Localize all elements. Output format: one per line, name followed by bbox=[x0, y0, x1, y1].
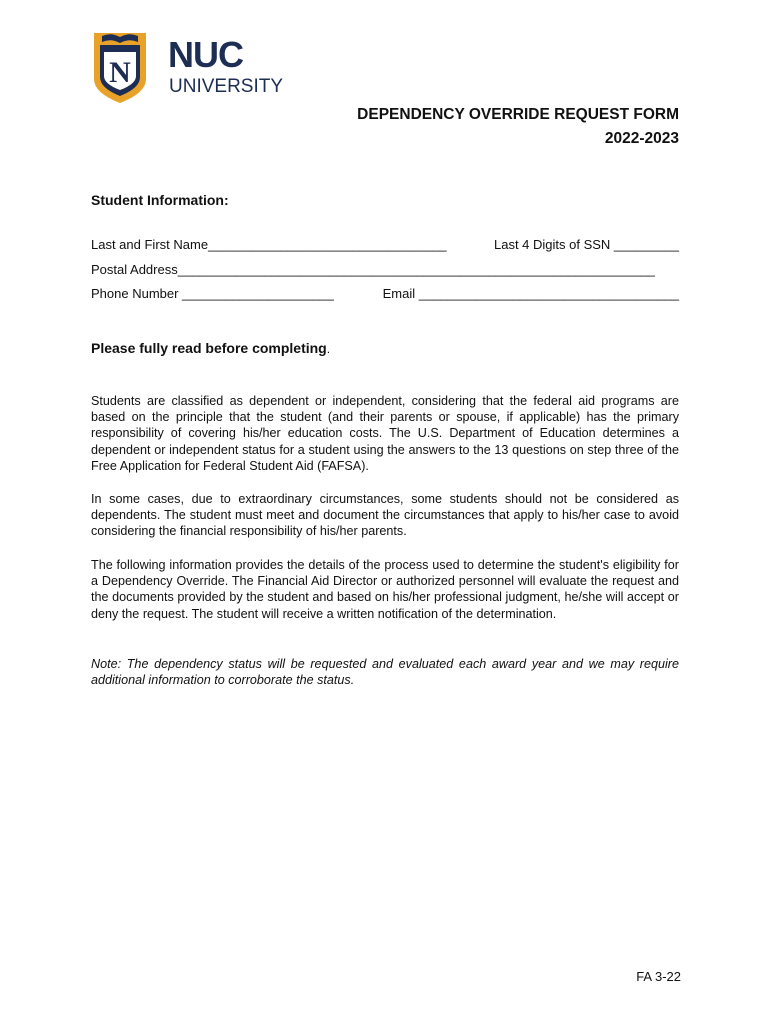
instructions-heading bbox=[91, 340, 330, 356]
form-title-line1: DEPENDENCY OVERRIDE REQUEST FORM bbox=[357, 106, 679, 123]
nuc-university-logo bbox=[92, 31, 282, 107]
form-title bbox=[357, 103, 679, 151]
note-paragraph: Note: The dependency status will be requested and evaluated each award year and we may require additional information to corroborate the status. bbox=[91, 657, 679, 688]
paragraph-classification: Students are classified as dependent or independent, considering that the federal aid programs are based on the principle that the student (and their parents or spouse, if applicable) has the primary responsibility of covering his/her education costs. The U.S. Department of Education determines a dependent or independent status for a student using the answers to the 13 questions on step three of the Free Application for Federal Student Aid (FAFSA). bbox=[91, 394, 679, 473]
postal-row bbox=[91, 262, 679, 277]
svg-text:N: N bbox=[109, 56, 131, 89]
paragraph-process: The following information provides the details of the process used to determine the student's eligibility for a Dependency Override. The Financial Aid Director or authorized personnel will evaluate the request and the documents provided by the student and based on his/her professional judgment, he/she will accept or deny the request. The student will receive a written notification of the determination. bbox=[91, 558, 679, 621]
name-field[interactable]: Last and First Name_________________________________ bbox=[91, 237, 447, 252]
student-info-heading: Student Information: bbox=[91, 192, 229, 208]
shield-logo-icon bbox=[92, 31, 148, 105]
phone-number-field[interactable]: Phone Number _____________________ bbox=[91, 286, 334, 301]
form-title-year: 2022-2023 bbox=[604, 130, 679, 147]
instructions-heading-punct: . bbox=[326, 342, 331, 356]
instructions-heading-text: Please fully read before completing bbox=[91, 340, 327, 356]
postal-address-field[interactable]: Postal Address__________________________________________________________________ bbox=[91, 262, 655, 277]
paragraph-extraordinary-cases: In some cases, due to extraordinary circumstances, some students should not be considered as dependents. The student must meet and document the circumstances that apply to his/her case to avoid considering the financial responsibility of his/her parents. bbox=[91, 492, 679, 539]
ssn-field[interactable]: Last 4 Digits of SSN _________ bbox=[493, 237, 679, 252]
logo-name: NUC bbox=[168, 34, 243, 75]
form-code: FA 3-22 bbox=[636, 969, 681, 984]
logo-subtitle: UNIVERSITY bbox=[169, 76, 284, 97]
email-field[interactable]: Email ____________________________________ bbox=[382, 286, 679, 301]
phone-email-row bbox=[91, 286, 679, 301]
name-ssn-row bbox=[91, 237, 679, 252]
